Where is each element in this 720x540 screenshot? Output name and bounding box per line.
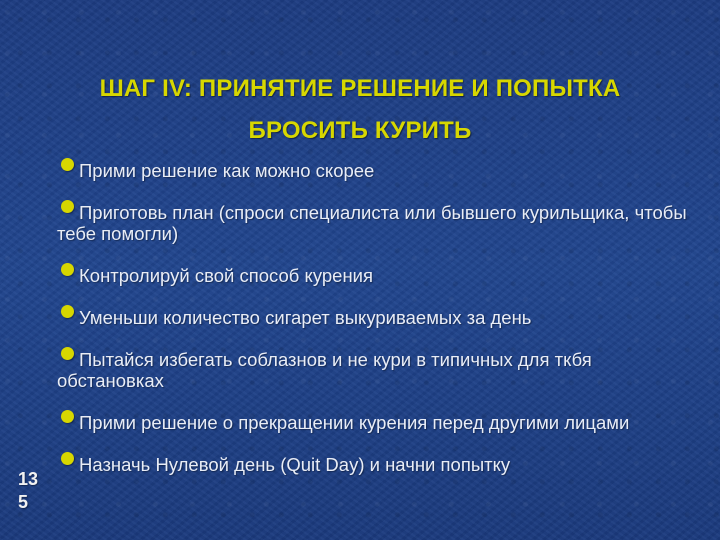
bullet-dot-icon bbox=[61, 410, 74, 423]
bullet-dot-icon bbox=[61, 158, 74, 171]
bullet-text: Прими решение о прекращении курения перед другими лицами bbox=[79, 412, 630, 433]
bullet-dot-icon bbox=[61, 200, 74, 213]
slide-title bbox=[0, 68, 720, 152]
bullet-text: Уменьши количество сигарет выкуриваемых за день bbox=[79, 307, 532, 328]
bullet-item-decide-soon bbox=[57, 158, 697, 181]
bullet-text: Приготовь план (спроси специалиста или бывшего курильщика, чтобы тебе помогли) bbox=[57, 202, 687, 244]
bullet-dot-icon bbox=[61, 347, 74, 360]
bullet-dot-icon bbox=[61, 452, 74, 465]
bullet-item-avoid-temptations bbox=[57, 347, 697, 391]
bullet-dot-icon bbox=[61, 263, 74, 276]
slide-title-line-1: ШАГ IV: ПРИНЯТИЕ РЕШЕНИЕ И ПОПЫТКА bbox=[99, 75, 621, 103]
bullet-text: Контролируй свой способ курения bbox=[79, 265, 374, 286]
slide-number: 135 bbox=[18, 469, 39, 512]
bullet-dot-icon bbox=[61, 305, 74, 318]
bullet-item-control-smoking bbox=[57, 263, 697, 286]
bullet-item-prepare-plan bbox=[57, 200, 697, 244]
bullet-item-quit-day bbox=[57, 452, 697, 475]
bullet-list bbox=[57, 158, 697, 475]
bullet-item-public-decision bbox=[57, 410, 697, 433]
bullet-text: Прими решение как можно скорее bbox=[79, 160, 375, 181]
bullet-item-reduce-cigarettes bbox=[57, 305, 697, 328]
bullet-text: Назначь Нулевой день (Quit Day) и начни попытку bbox=[79, 454, 511, 475]
slide-title-line-2: БРОСИТЬ КУРИТЬ bbox=[248, 117, 472, 145]
bullet-text: Пытайся избегать соблазнов и не кури в типичных для ткбя обстановках bbox=[57, 349, 592, 391]
